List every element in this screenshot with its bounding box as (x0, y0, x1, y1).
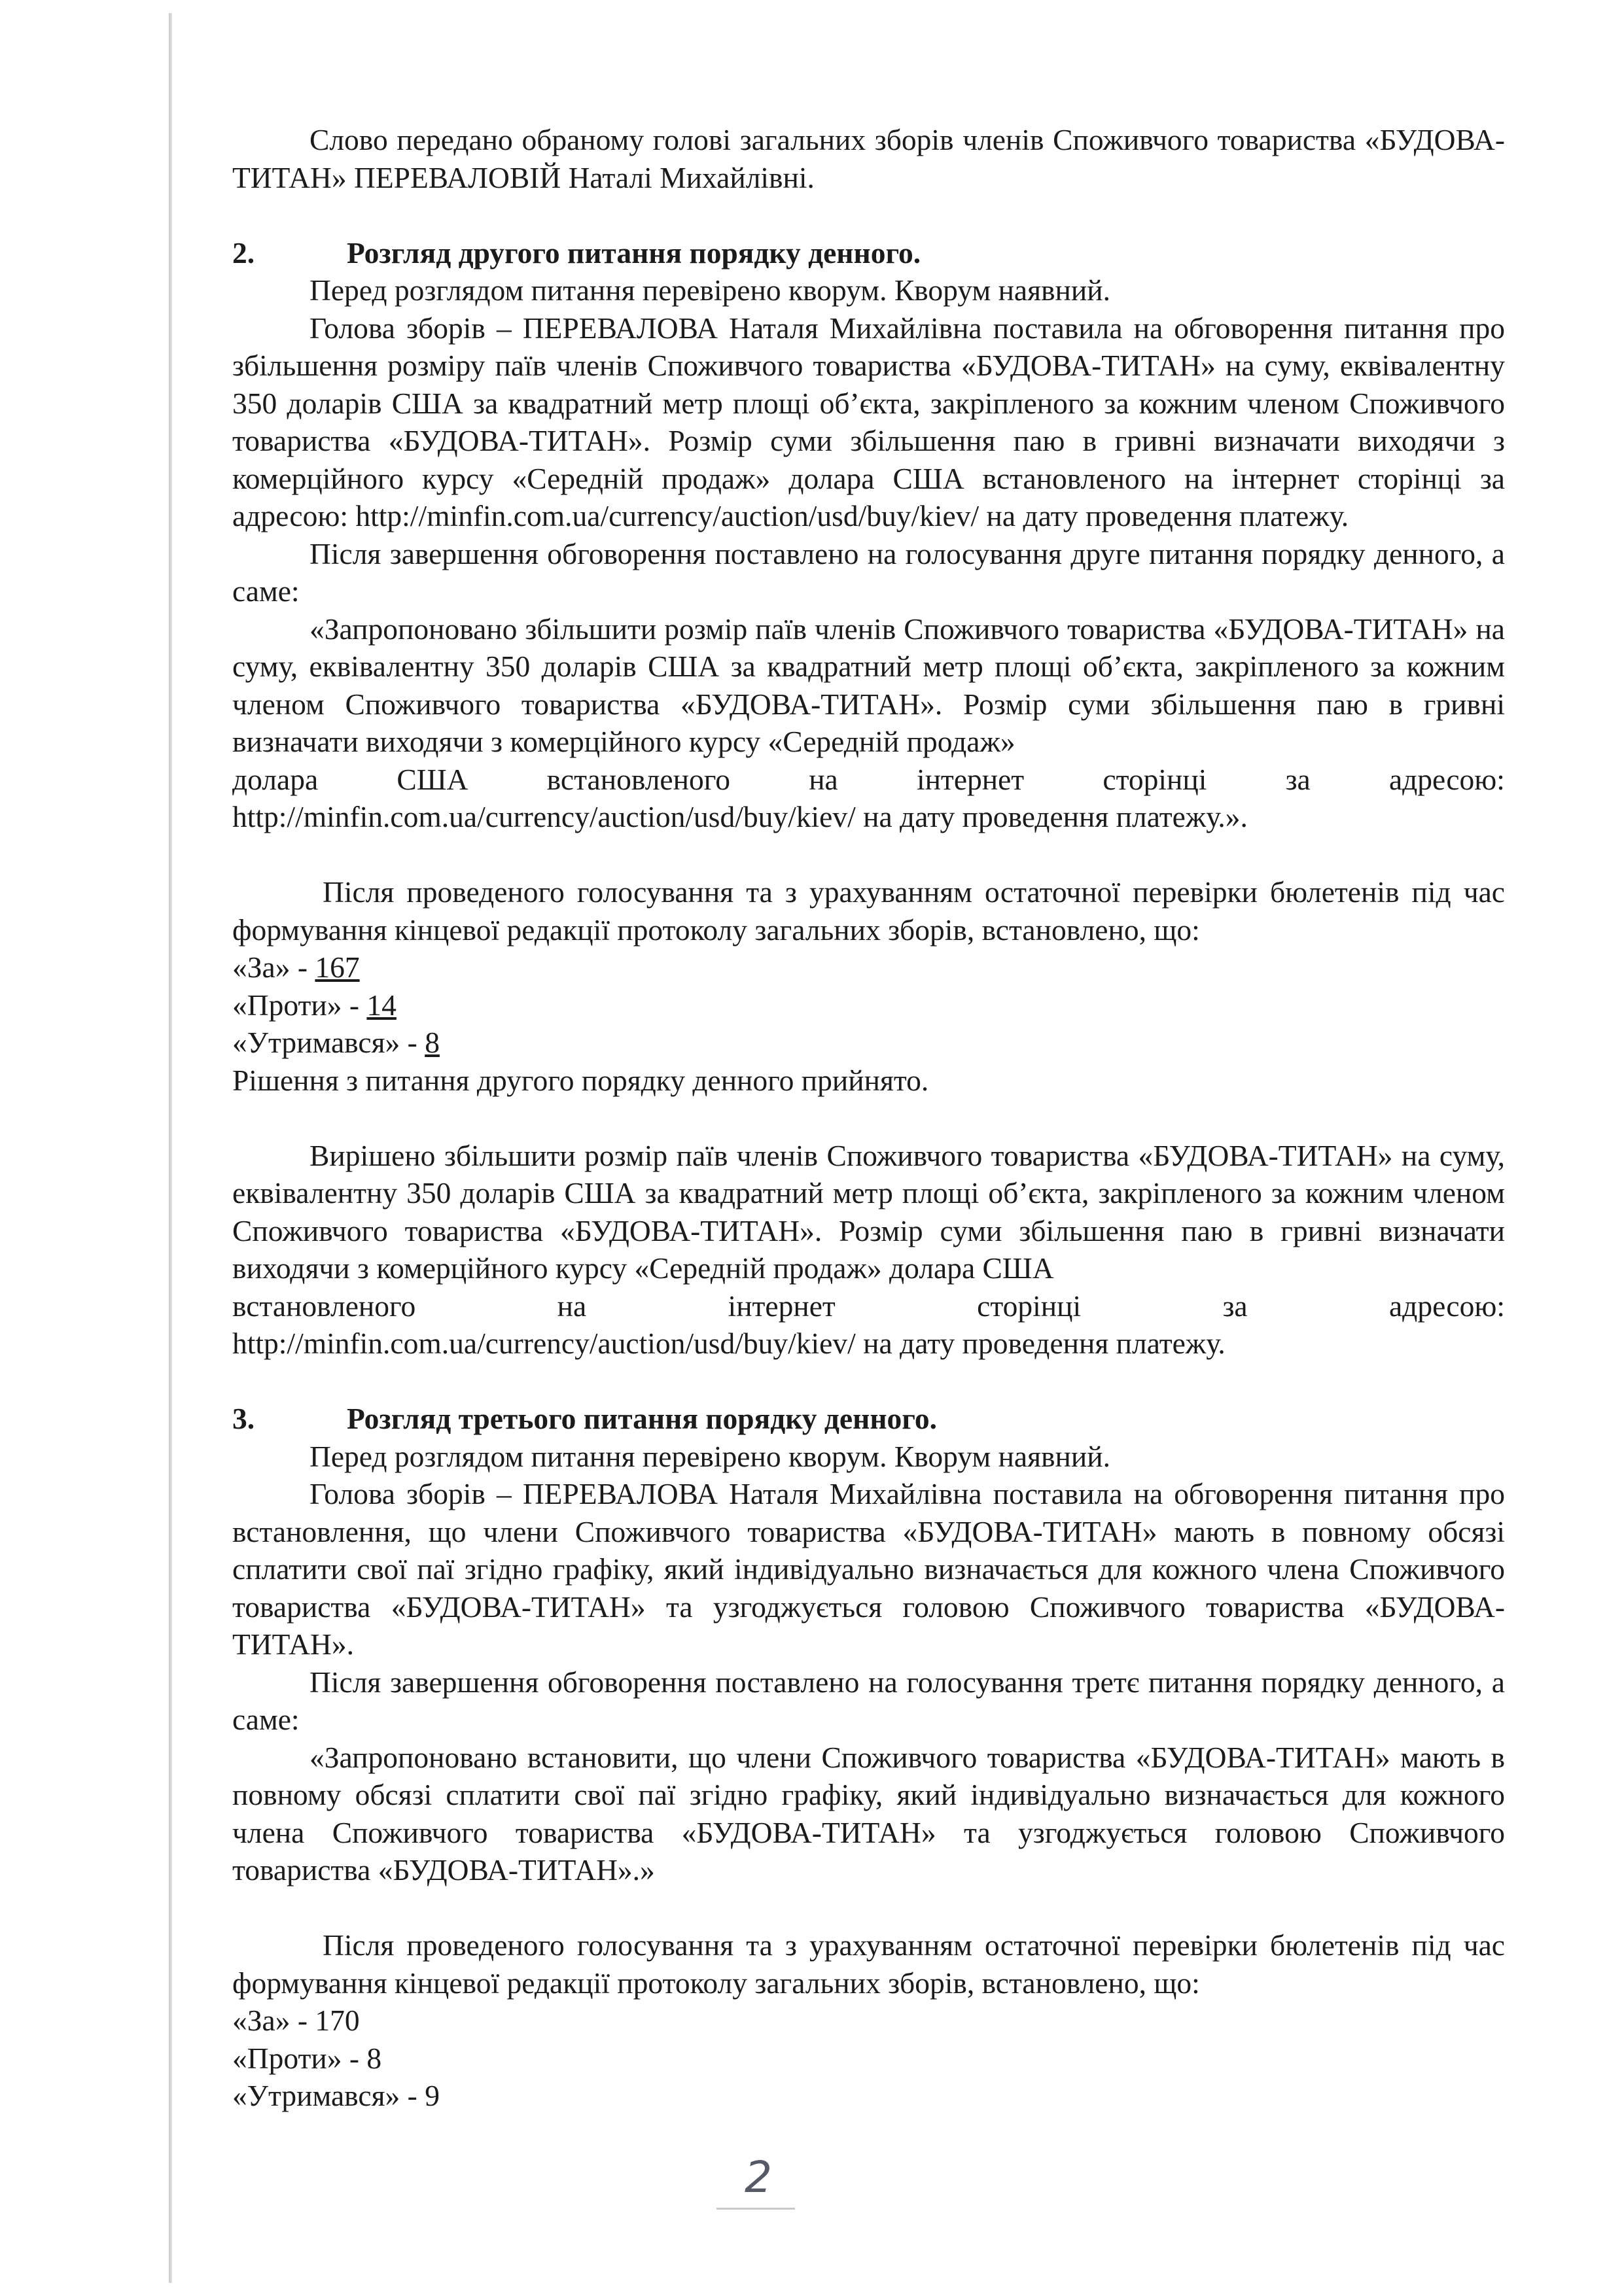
spread-word: інтернет (728, 1289, 836, 1323)
vote-for-label: «За» - (232, 2004, 315, 2037)
spacer (232, 1099, 1505, 1137)
intro-paragraph: Слово передано обраному голові загальних зборів членів Споживчого товариства «БУДОВА-ТИТАН» ПЕРЕВАЛОВІЙ Наталі Михайлівні. (232, 123, 1505, 194)
spread-word: встановленого (546, 762, 730, 796)
spread-word: адресою: (1388, 762, 1505, 796)
vote-abstain-value: 9 (425, 2079, 440, 2112)
spread-word: адресою: (1388, 1289, 1505, 1323)
spread-word: долара (232, 762, 319, 796)
section-2-decision-end: http://minfin.com.ua/currency/auction/usd/buy/kiev/ на дату проведення платежу. (232, 1327, 1226, 1360)
handwritten-page-number: 2 (745, 2152, 772, 2202)
section-2-proposal-end: http://minfin.com.ua/currency/auction/usd/buy/kiev/ на дату проведення платежу.». (232, 800, 1248, 833)
section-2-decision-spread-line (232, 1287, 1505, 1325)
spread-word: США (397, 762, 468, 796)
vote-for-value: 167 (315, 950, 360, 984)
section-3-vote-against (232, 2040, 1505, 2078)
section-3-vote-for (232, 2002, 1505, 2040)
section-3-result-intro: Після проведеного голосування та з урахуванням остаточної перевірки бюлетенів під час формування кінцевої редакції протоколу загальних зборів, встановлено, що: (232, 1928, 1505, 2000)
spread-word: за (1222, 1289, 1248, 1323)
spread-word: на (809, 762, 838, 796)
spread-word: встановленого (232, 1289, 416, 1323)
spacer (232, 1363, 1505, 1400)
vote-against-value: 8 (366, 2041, 382, 2075)
document-page (232, 121, 1505, 2115)
section-2-decision: Вирішено збільшити розмір паїв членів Споживчого товариства «БУДОВА-ТИТАН» на суму, еквівалентну 350 доларів США за квадратний метр площі об’єкта, закріпленого за кожним членом Споживчого товариства «БУДОВА-ТИТАН». Розмір суми збільшення паю в гривні визначати виходячи з комерційного курсу «Середній продаж» долара США (232, 1138, 1505, 1285)
section-2-accepted: Рішення з питання другого порядку денного прийнято. (232, 1063, 929, 1097)
section-3-chair-paragraph: Голова зборів – ПЕРЕВАЛОВА Наталя Михайлівна поставила на обговорення питання про встановлення, що члени Споживчого товариства «БУДОВА-ТИТАН» мають в повному обсязі сплатити свої паї згідно графіку, який індивідуально визначається для кожного члена Споживчого товариства «БУДОВА-ТИТАН» та узгоджується головою Споживчого товариства «БУДОВА-ТИТАН». (232, 1477, 1505, 1661)
section-2-vote-abstain (232, 1024, 1505, 1062)
section-3-title: Розгляд третього питання порядку денного. (347, 1402, 937, 1435)
section-2-number: 2. (232, 235, 255, 270)
section-3-heading (232, 1400, 1505, 1438)
vote-against-label: «Проти» - (232, 2041, 367, 2075)
spread-word: сторінці (977, 1289, 1082, 1323)
vote-abstain-label: «Утримався» - (232, 2079, 425, 2112)
spread-word: за (1285, 762, 1311, 796)
section-2-heading (232, 234, 1505, 272)
section-2-title: Розгляд другого питання порядку денного. (347, 235, 921, 270)
vote-against-value: 14 (366, 988, 397, 1022)
section-2-result-intro: Після проведеного голосування та з урахуванням остаточної перевірки бюлетенів під час формування кінцевої редакції протоколу загальних зборів, встановлено, що: (232, 875, 1505, 947)
section-2-proposal-spread-line (232, 761, 1505, 799)
section-2-vote-against (232, 986, 1505, 1024)
section-3-vote-intro: Після завершення обговорення поставлено на голосування третє питання порядку денного, а саме: (232, 1665, 1505, 1736)
vote-abstain-value: 8 (425, 1026, 440, 1059)
vote-for-value: 170 (315, 2004, 360, 2037)
page-number-underline (716, 2208, 795, 2210)
spread-word: інтернет (916, 762, 1025, 796)
section-3-number: 3. (232, 1402, 255, 1435)
section-2-proposal: «Запропоновано збільшити розмір паїв членів Споживчого товариства «БУДОВА-ТИТАН» на суму, еквівалентну 350 доларів США за квадратний метр площі об’єкта, закріпленого за кожним членом Споживчого товариства «БУДОВА-ТИТАН». Розмір суми збільшення паю в гривні визначати виходячи з комерційного курсу «Середній продаж» (232, 612, 1505, 758)
spacer (232, 196, 1505, 234)
spread-word: сторінці (1103, 762, 1207, 796)
section-3-proposal: «Запропоновано встановити, що члени Споживчого товариства «БУДОВА-ТИТАН» мають в повному обсязі сплатити свої паї згідно графіку, який індивідуально визначається для кожного члена Споживчого товариства «БУДОВА-ТИТАН» та узгоджується головою Споживчого товариства «БУДОВА-ТИТАН».» (232, 1740, 1505, 1887)
binding-margin-line (169, 13, 172, 2283)
spacer (232, 836, 1505, 874)
spacer (232, 1889, 1505, 1927)
section-2-vote-for (232, 948, 1505, 986)
spread-word: на (557, 1289, 587, 1323)
vote-against-label: «Проти» - (232, 988, 367, 1022)
section-2-quorum: Перед розглядом питання перевірено кворум. Кворум наявний. (309, 273, 1110, 307)
vote-abstain-label: «Утримався» - (232, 1026, 425, 1059)
section-2-vote-intro: Після завершення обговорення поставлено на голосування друге питання порядку денного, а саме: (232, 536, 1505, 608)
section-3-quorum: Перед розглядом питання перевірено кворум. Кворум наявний. (309, 1439, 1110, 1473)
section-3-vote-abstain (232, 2077, 1505, 2115)
vote-for-label: «За» - (232, 950, 315, 984)
section-2-chair-paragraph: Голова зборів – ПЕРЕВАЛОВА Наталя Михайлівна поставила на обговорення питання про збільшення розміру паїв членів Споживчого товариства «БУДОВА-ТИТАН» на суму, еквівалентну 350 доларів США за квадратний метр площі об’єкта, закріпленого за кожним членом Споживчого товариства «БУДОВА-ТИТАН». Розмір суми збільшення паю в гривні визначати виходячи з комерційного курсу «Середній продаж» долара США встановленого на інтернет сторінці за адресою: http://minfin.com.ua/currency/auction/usd/buy/kiev/ на дату проведення платежу. (232, 311, 1505, 532)
